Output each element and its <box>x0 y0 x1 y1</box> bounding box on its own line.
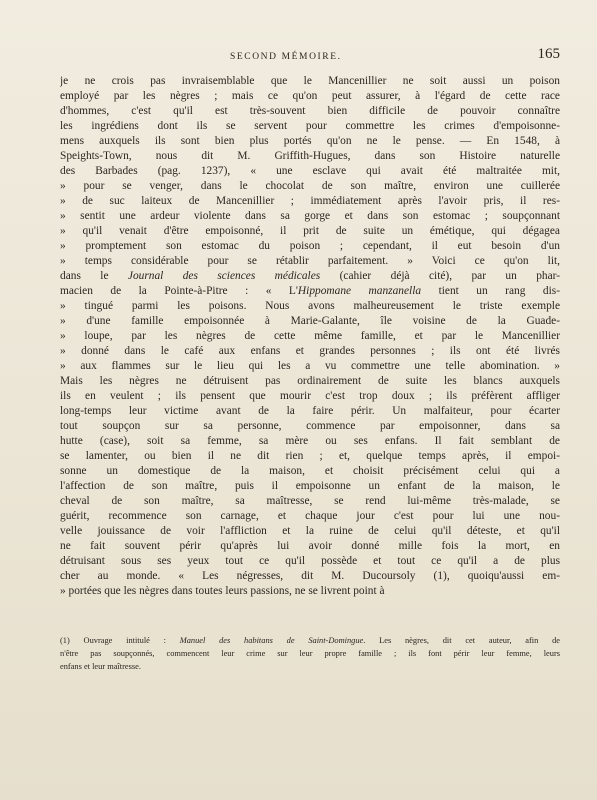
text-line: ne fait souvent périr qu'après lui avoir donné mille fois la mort, en <box>60 540 560 552</box>
text-line: Mais les nègres ne détruisent pas ordinairement de suite les blancs auxquels <box>60 375 560 387</box>
text-line: » tingué parmi les poisons. Nous avons malheureusement le triste exemple <box>60 300 560 312</box>
text-line: » loupe, par les nègres de cette même famille, et par le Mancenillier <box>60 330 560 342</box>
text-line: » aux flammes sur le lieu qui les a vu commettre une telle abomination. » <box>60 360 560 372</box>
text-line: long-temps leur victime avant de la faire périr. Un malfaiteur, pour écarter <box>60 405 560 417</box>
page-number: 165 <box>537 46 560 62</box>
text-line: » portées que les nègres dans toutes leurs passions, ne se livrent point à <box>60 585 385 597</box>
text-line: hutte (case), soit sa femme, sa mère ou ses enfans. Il fait semblant de <box>60 435 560 447</box>
footnote-line: enfans et leur maîtresse. <box>60 662 141 671</box>
text-line: » d'une famille empoisonnée à Marie-Galante, île voisine de la Guade- <box>60 315 560 327</box>
text-line: des Barbades (pag. 1237), « une esclave qui avait été maltraitée mit, <box>60 165 560 177</box>
text-line: guérit, recommence son carnage, et chaque jour c'est pour lui une nou- <box>60 510 560 522</box>
text-line: » pour se venger, dans le chocolat de son maître, environ une cuillerée <box>60 180 560 192</box>
text-line: » promptement son estomac du poison ; cependant, il eut besoin d'un <box>60 240 560 252</box>
text-line: cher au monde. « Les négresses, dit M. Ducoursoly (1), quoiqu'aussi em- <box>60 570 560 582</box>
text-line: » qu'il venait d'être empoisonné, il prit de suite un émétique, qui dégagea <box>60 225 560 237</box>
body-text <box>60 74 560 599</box>
text-line: » temps considérable pour se rétablir parfaitement. » Voici ce qu'on lit, <box>60 255 560 267</box>
text-line: sonne un domestique de la maison, et choisit précisément celui qui a <box>60 465 560 477</box>
text-line: les ingrédiens dont ils se servent pour commettre les crimes d'empoisonne- <box>60 120 560 132</box>
text-line: mens auxquels ils sont bien plus portés qu'on ne le pense. — En 1548, à <box>60 135 560 147</box>
text-line: cheval de son maître, sa maîtresse, se rend lui-même très-malade, se <box>60 495 560 507</box>
footnote <box>60 634 560 673</box>
text-line: tout soupçon sur sa personne, commence par empoisonner, dans sa <box>60 420 560 432</box>
page-header <box>60 48 560 68</box>
text-line: dans le Journal des sciences médicales (cahier déjà cité), par un phar- <box>60 270 560 282</box>
text-line: macien de la Pointe-à-Pitre : « L'Hippomane manzanella tient un rang dis- <box>60 285 560 297</box>
text-line: » de suc laiteux de Mancenillier ; immédiatement après l'avoir pris, il res- <box>60 195 560 207</box>
text-line: se lamenter, ou bien il ne dit rien ; et, quelque temps après, il empoi- <box>60 450 560 462</box>
text-line: détruisant sous ses yeux tout ce qu'il possède et tout ce qu'il a de plus <box>60 555 560 567</box>
text-line: ils en veulent ; ils pensent que mourir c'est trop doux ; ils préfèrent affliger <box>60 390 560 402</box>
footnote-line: n'être pas soupçonnés, commencent leur crime sur leur propre famille ; ils font périr leur femme, leurs <box>60 649 560 658</box>
text-line: velle jouissance de voir l'affliction et la ruine de celui qu'il déteste, et qu'il <box>60 525 560 537</box>
running-title: SECOND MÉMOIRE. <box>230 52 342 62</box>
text-line: l'affection de son maître, puis il empoisonne un enfant de la maison, le <box>60 480 560 492</box>
text-line: je ne crois pas invraisemblable que le Mancenillier ne soit aussi un poison <box>60 75 560 87</box>
footnote-line: (1) Ouvrage intitulé : Manuel des habitans de Saint-Domingue. Les nègres, dit cet auteur, afin de <box>60 636 561 645</box>
text-line: employé par les nègres ; mais ce qu'on peut assurer, à l'égard de cette race <box>60 90 560 102</box>
text-line: » sentit une ardeur violente dans sa gorge et dans son estomac ; soupçonnant <box>60 210 560 222</box>
text-line: Speights-Town, nous dit M. Griffith-Hugues, dans son Histoire naturelle <box>60 150 560 162</box>
text-line: d'hommes, c'est qu'il est très-souvent bien difficile de pouvoir connaître <box>60 105 560 117</box>
text-line: » donné dans le café aux enfans et grandes personnes ; ils ont été livrés <box>60 345 560 357</box>
